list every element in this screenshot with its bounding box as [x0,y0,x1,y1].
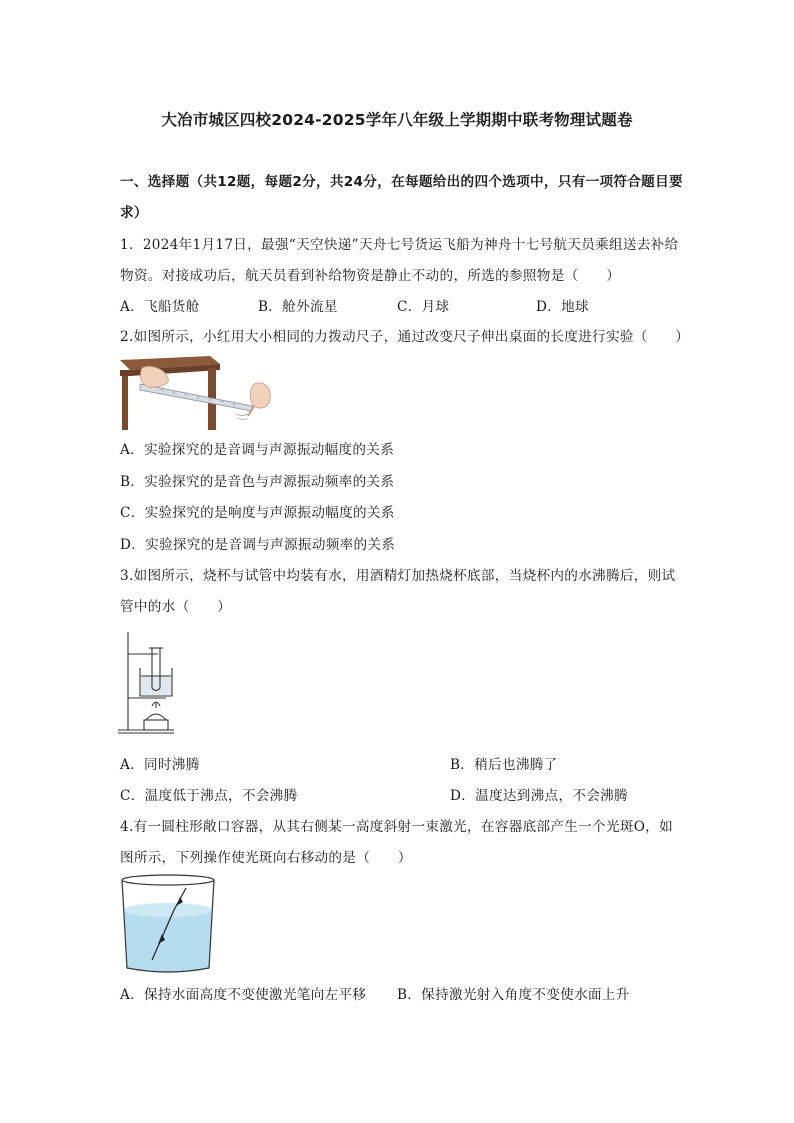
section-heading-line1: 一、选择题（共12题，每题2分，共24分，在每题给出的四个选项中，只有一项符合题目要 [120,174,683,190]
q3-option-d: D．温度达到沸点，不会沸腾 [450,788,628,804]
q1-option-c: C．月球 [397,299,450,315]
q2-option-d: D．实验探究的是音调与声源振动频率的关系 [120,537,396,553]
q1-option-a: A．飞船货舱 [120,299,200,315]
q2-option-c: C．实验探究的是响度与声源振动幅度的关系 [120,505,395,521]
section-heading-line2: 求） [120,205,148,221]
ruler-on-table-figure [120,354,272,432]
q4-text-line2: 图所示，下列操作使光斑向右移动的是（ ） [120,850,412,866]
beaker-test-tube-figure [116,630,180,738]
q3-text-line1: 3.如图所示，烧杯与试管中均装有水，用酒精灯加热烧杯底部，当烧杯内的水沸腾后，则试 [120,568,676,584]
q4-option-b: B．保持激光射入角度不变使水面上升 [397,987,630,1003]
q4-option-a: A．保持水面高度不变使激光笔向左平移 [120,987,367,1003]
q1-option-b: B．舱外流星 [258,299,338,315]
q4-text-line1: 4.有一圆柱形敞口容器，从其右侧某一高度斜射一束激光，在容器底部产生一个光斑O，如 [120,819,673,835]
cylinder-container-laser-figure [118,874,218,978]
q3-text-line2: 管中的水（ ） [120,599,232,615]
q1-text-line2: 物资。对接成功后，航天员看到补给物资是静止不动的，所选的参照物是（ ） [120,268,621,284]
q3-option-a: A．同时沸腾 [120,757,200,773]
page-title: 大冶市城区四校2024-2025学年八年级上学期期中联考物理试题卷 [161,111,633,129]
q2-option-b: B．实验探究的是音色与声源振动频率的关系 [120,474,395,490]
q1-text-line1: 1．2024年1月17日，最强“天空快递”天舟七号货运飞船为神舟十七号航天员乘组送去补给 [120,237,679,253]
q3-option-b: B．稍后也沸腾了 [450,757,558,773]
q3-option-c: C．温度低于沸点，不会沸腾 [120,788,298,804]
q1-option-d: D．地球 [536,299,589,315]
q2-option-a: A．实验探究的是音调与声源振动幅度的关系 [120,442,395,458]
q2-text-line1: 2.如图所示，小红用大小相同的力拨动尺子，通过改变尺子伸出桌面的长度进行实验（ ） [120,329,690,345]
